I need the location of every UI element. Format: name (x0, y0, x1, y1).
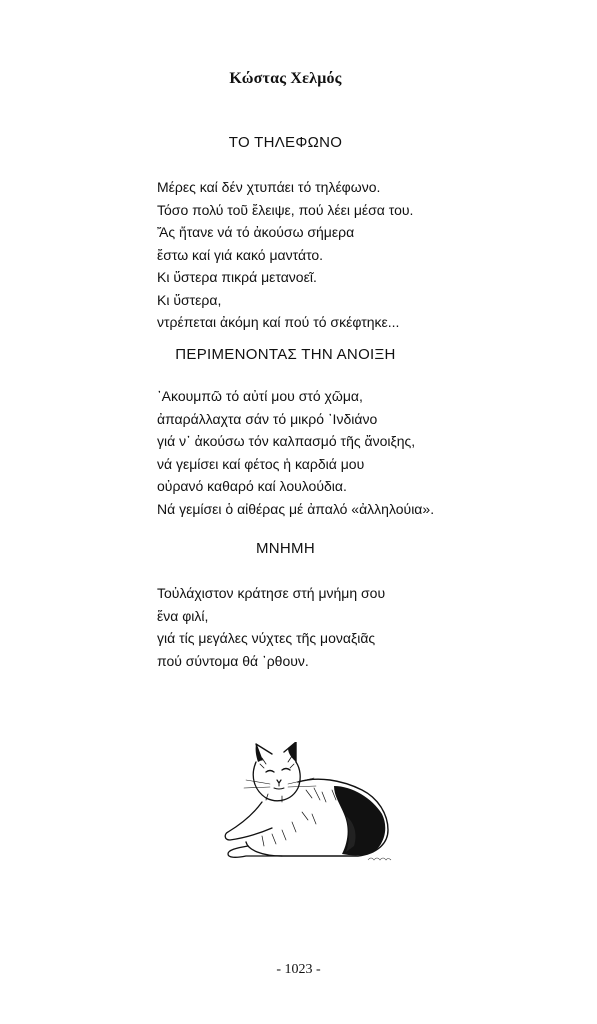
author-name: Κώστας Χελμός (229, 70, 342, 87)
poem-line: ἔστω καί γιά κακό μαντάτο. (157, 246, 324, 263)
poem-line: Κι ὕστερα, (157, 291, 222, 308)
poem-stanza-waiting-for-spring (157, 385, 487, 520)
poem-line: γιά ν᾿ ἀκούσω τόν καλπασμό τῆς ἄνοιξης, (157, 433, 416, 449)
poem-line: πού σύντομα θά ᾿ρθουν. (157, 652, 309, 669)
poem-line: ντρέπεται ἀκόμη καί πού τό σκέφτηκε... (157, 314, 400, 330)
page-number: - 1023 - (276, 962, 321, 977)
poem-line: ᾿Ακουμπῶ τό αὐτί μου στό χῶμα, (157, 388, 363, 404)
cat-illustration (222, 742, 394, 864)
poem-line: οὐρανό καθαρό καί λουλούδια. (157, 478, 347, 494)
poem-line: Νά γεμίσει ὁ αἰθέρας μέ ἀπαλό «ἀλληλούια». (157, 500, 435, 517)
poem-line: Τόσο πολύ τοῦ ἔλειψε, πού λέει μέσα του. (157, 201, 414, 218)
poem-line: Μέρες καί δέν χτυπάει τό τηλέφωνο. (157, 179, 381, 195)
poem-stanza-memory (157, 582, 487, 672)
poem-line: ἀπαράλλαχτα σάν τό μικρό ᾿Ινδιάνο (157, 410, 378, 427)
poem-line: ἕνα φιλί, (157, 607, 209, 624)
poem-stanza-telephone (157, 176, 487, 334)
poem-title-memory: ΜΝΗΜΗ (256, 540, 315, 557)
poem-line: νά γεμίσει καί φέτος ἡ καρδιά μου (157, 455, 365, 472)
poem-line: Τοὐλάχιστον κράτησε στή μνήμη σου (157, 585, 386, 601)
poem-line: Ἄς ἤτανε νά τό ἀκούσω σήμερα (157, 224, 355, 240)
poem-line: γιά τίς μεγάλες νύχτες τῆς μοναξιᾶς (157, 630, 376, 646)
poem-line: Κι ὕστερα πικρά μετανοεῖ. (157, 269, 317, 285)
poem-title-waiting-for-spring: ΠΕΡΙΜΕΝΟΝΤΑΣ ΤΗΝ ΑΝΟΙΞΗ (175, 346, 396, 363)
poem-title-telephone: ΤΟ ΤΗΛΕΦΩΝΟ (228, 134, 343, 151)
